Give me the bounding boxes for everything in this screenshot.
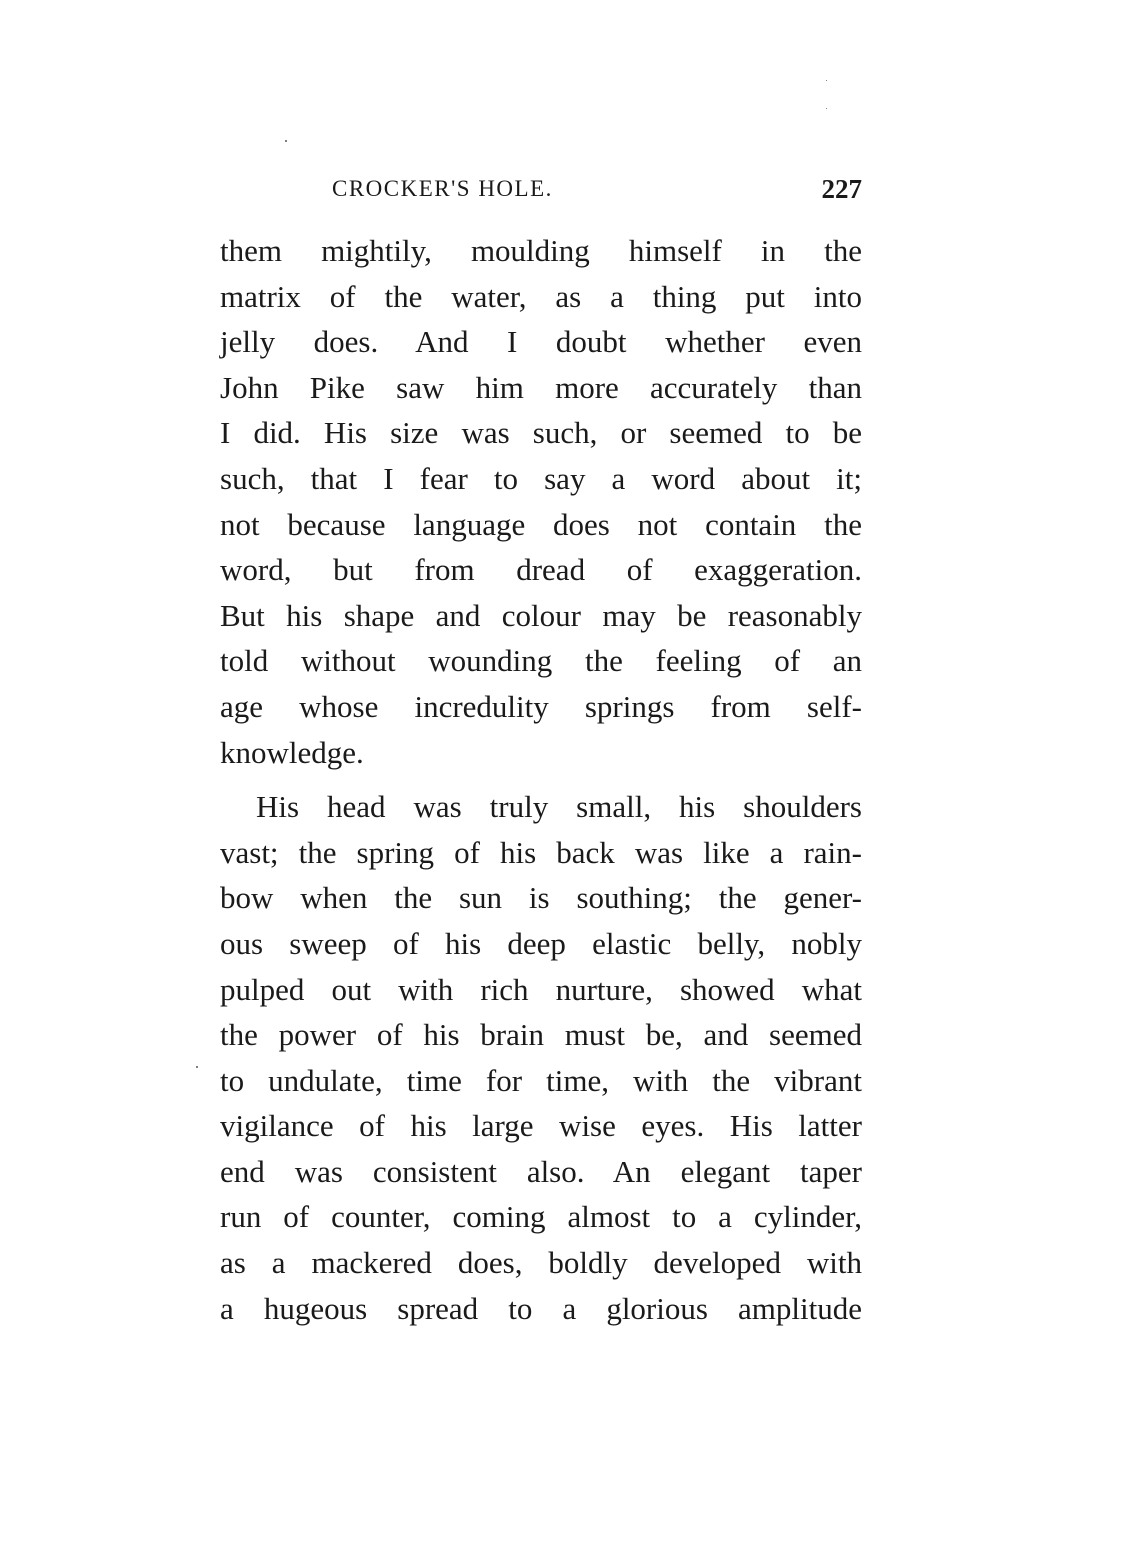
text-line: age whose incredulity springs from self-: [220, 688, 862, 724]
text-line: told without wounding the feeling of an: [220, 643, 862, 679]
text-line: matrix of the water, as a thing put into: [220, 278, 862, 314]
running-title: CROCKER'S HOLE.: [332, 176, 553, 201]
text-line: a hugeous spread to a glorious amplitude: [220, 1290, 862, 1326]
text-line: vigilance of his large wise eyes. His latter: [220, 1108, 862, 1144]
text-line: the power of his brain must be, and seemed: [220, 1017, 862, 1053]
print-speck: [826, 108, 827, 109]
text-line: But his shape and colour may be reasonably: [220, 597, 862, 633]
text-line: knowledge.: [220, 734, 364, 770]
running-head: [332, 172, 862, 206]
text-line: vast; the spring of his back was like a rain-: [220, 834, 862, 870]
text-line: such, that I fear to say a word about it;: [220, 460, 862, 496]
paragraph-gap: [220, 775, 862, 784]
text-line: jelly does. And I doubt whether even: [220, 324, 862, 360]
body-text: [220, 228, 862, 1331]
text-line: pulped out with rich nurture, showed what: [220, 971, 862, 1007]
print-speck: [285, 140, 287, 142]
text-line: bow when the sun is southing; the gener-: [220, 880, 862, 916]
print-speck: [826, 80, 827, 81]
text-line: not because language does not contain the: [220, 506, 862, 542]
text-line: as a mackered does, boldly developed with: [220, 1245, 862, 1281]
text-line: ous sweep of his deep elastic belly, nobly: [220, 925, 862, 961]
text-line: His head was truly small, his shoulders: [256, 789, 862, 825]
text-line: word, but from dread of exaggeration.: [220, 552, 862, 588]
text-line: end was consistent also. An elegant taper: [220, 1153, 862, 1189]
paragraph: [220, 228, 862, 775]
text-line: John Pike saw him more accurately than: [220, 369, 862, 405]
page-number: 227: [821, 174, 862, 204]
paragraph: [220, 784, 862, 1331]
print-speck: [196, 1066, 198, 1068]
text-line: run of counter, coming almost to a cylinder,: [220, 1199, 862, 1235]
text-line: to undulate, time for time, with the vibrant: [220, 1062, 862, 1098]
text-line: I did. His size was such, or seemed to be: [220, 415, 862, 451]
text-line: them mightily, moulding himself in the: [220, 233, 862, 268]
